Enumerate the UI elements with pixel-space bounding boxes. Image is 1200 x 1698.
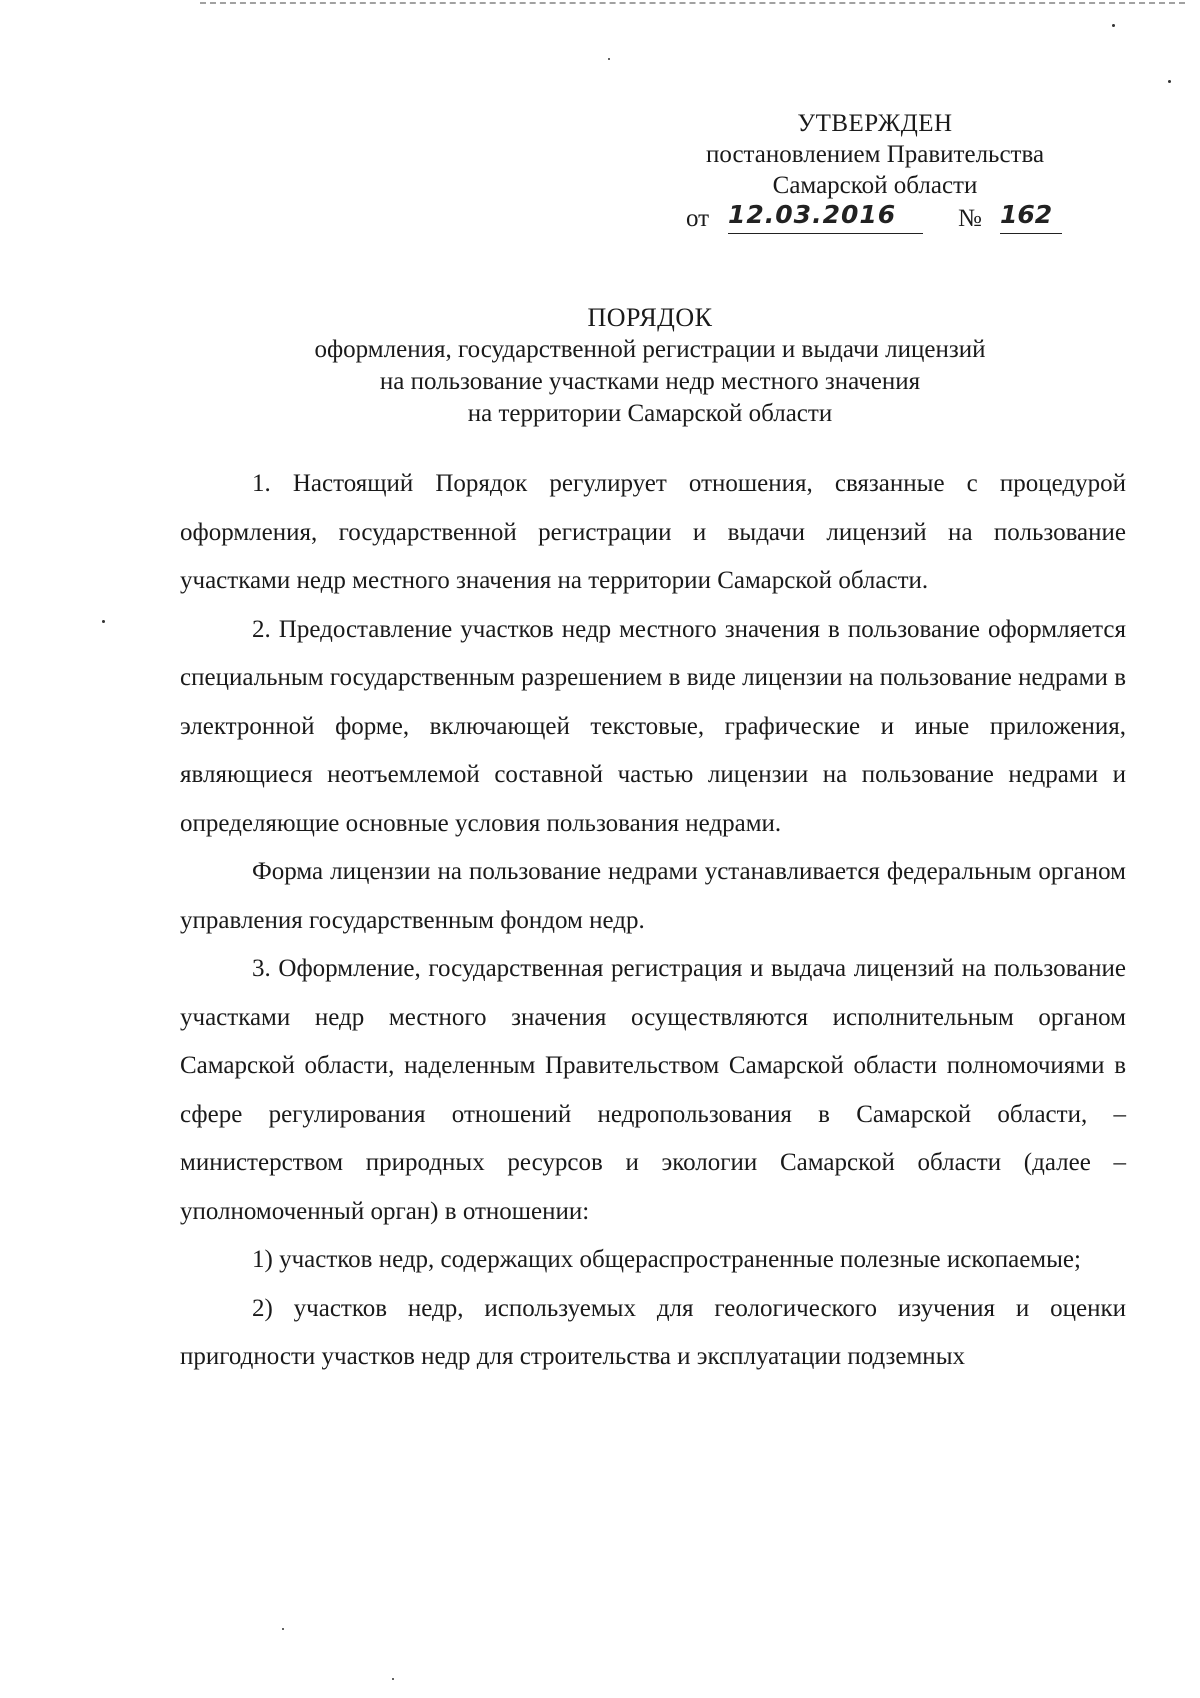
scan-speck [1112, 24, 1115, 27]
approval-block [640, 108, 1110, 235]
paragraph-1: 1. Настоящий Порядок регулирует отношения, связанные с процедурой оформления, государственной регистрации и выдачи лицензий на пользование участками недр местного значения на территории Самарской области. [180, 470, 1126, 594]
scan-speck [392, 1678, 394, 1680]
paragraph-4: 3. Оформление, государственная регистрация и выдача лицензий на пользование участками недр местного значения осуществляются исполнительным органом Самарской области, наделенным Правительством Самарской области полномочиями в сфере регулирования отношений недропользования в Самарской области, – министерством природных ресурсов и экологии Самарской области (далее – уполномоченный орган) в отношении: [180, 955, 1126, 1225]
paragraph-2: 2. Предоставление участков недр местного значения в пользование оформляется специальным государственным разрешением в виде лицензии на пользование недрами в электронной форме, включающей текстовые, графические и иные приложения, являющиеся неотъемлемой составной частью лицензии на пользование недрами и определяющие основные условия пользования недрами. [180, 615, 1126, 837]
paragraph-6: 2) участков недр, используемых для геологического изучения и оценки пригодности участков недр для строительства и эксплуатации подземных [180, 1294, 1126, 1370]
scan-edge-artifact [200, 2, 1185, 4]
heading-line-3: на территории Самарской области [467, 400, 833, 427]
heading-line-2: на пользование участками недр местного значения [379, 368, 921, 395]
approval-line-2: Самарской области [772, 172, 978, 199]
paragraph-5: 1) участков недр, содержащих общераспространенные полезные ископаемые; [252, 1246, 1081, 1273]
document-title: ПОРЯДОК [587, 303, 713, 332]
scan-speck [1168, 80, 1171, 83]
heading-line-1: оформления, государственной регистрации и выдачи лицензий [314, 336, 986, 363]
handwritten-date: 12.03.2016 [728, 197, 923, 234]
from-label: от [686, 205, 710, 232]
scan-speck [282, 1628, 284, 1630]
handwritten-number: 162 [1000, 197, 1062, 234]
scan-speck [102, 620, 105, 623]
number-label: № [958, 205, 982, 232]
document-body [180, 460, 1126, 1382]
document-heading [180, 302, 1120, 430]
paragraph-3: Форма лицензии на пользование недрами устанавливается федеральным органом управления государственным фондом недр. [180, 858, 1126, 934]
approval-date-line [640, 201, 1110, 235]
approval-line-1: постановлением Правительства [705, 141, 1045, 168]
approval-title: УТВЕРЖДЕН [797, 110, 953, 137]
scan-speck [608, 58, 610, 60]
